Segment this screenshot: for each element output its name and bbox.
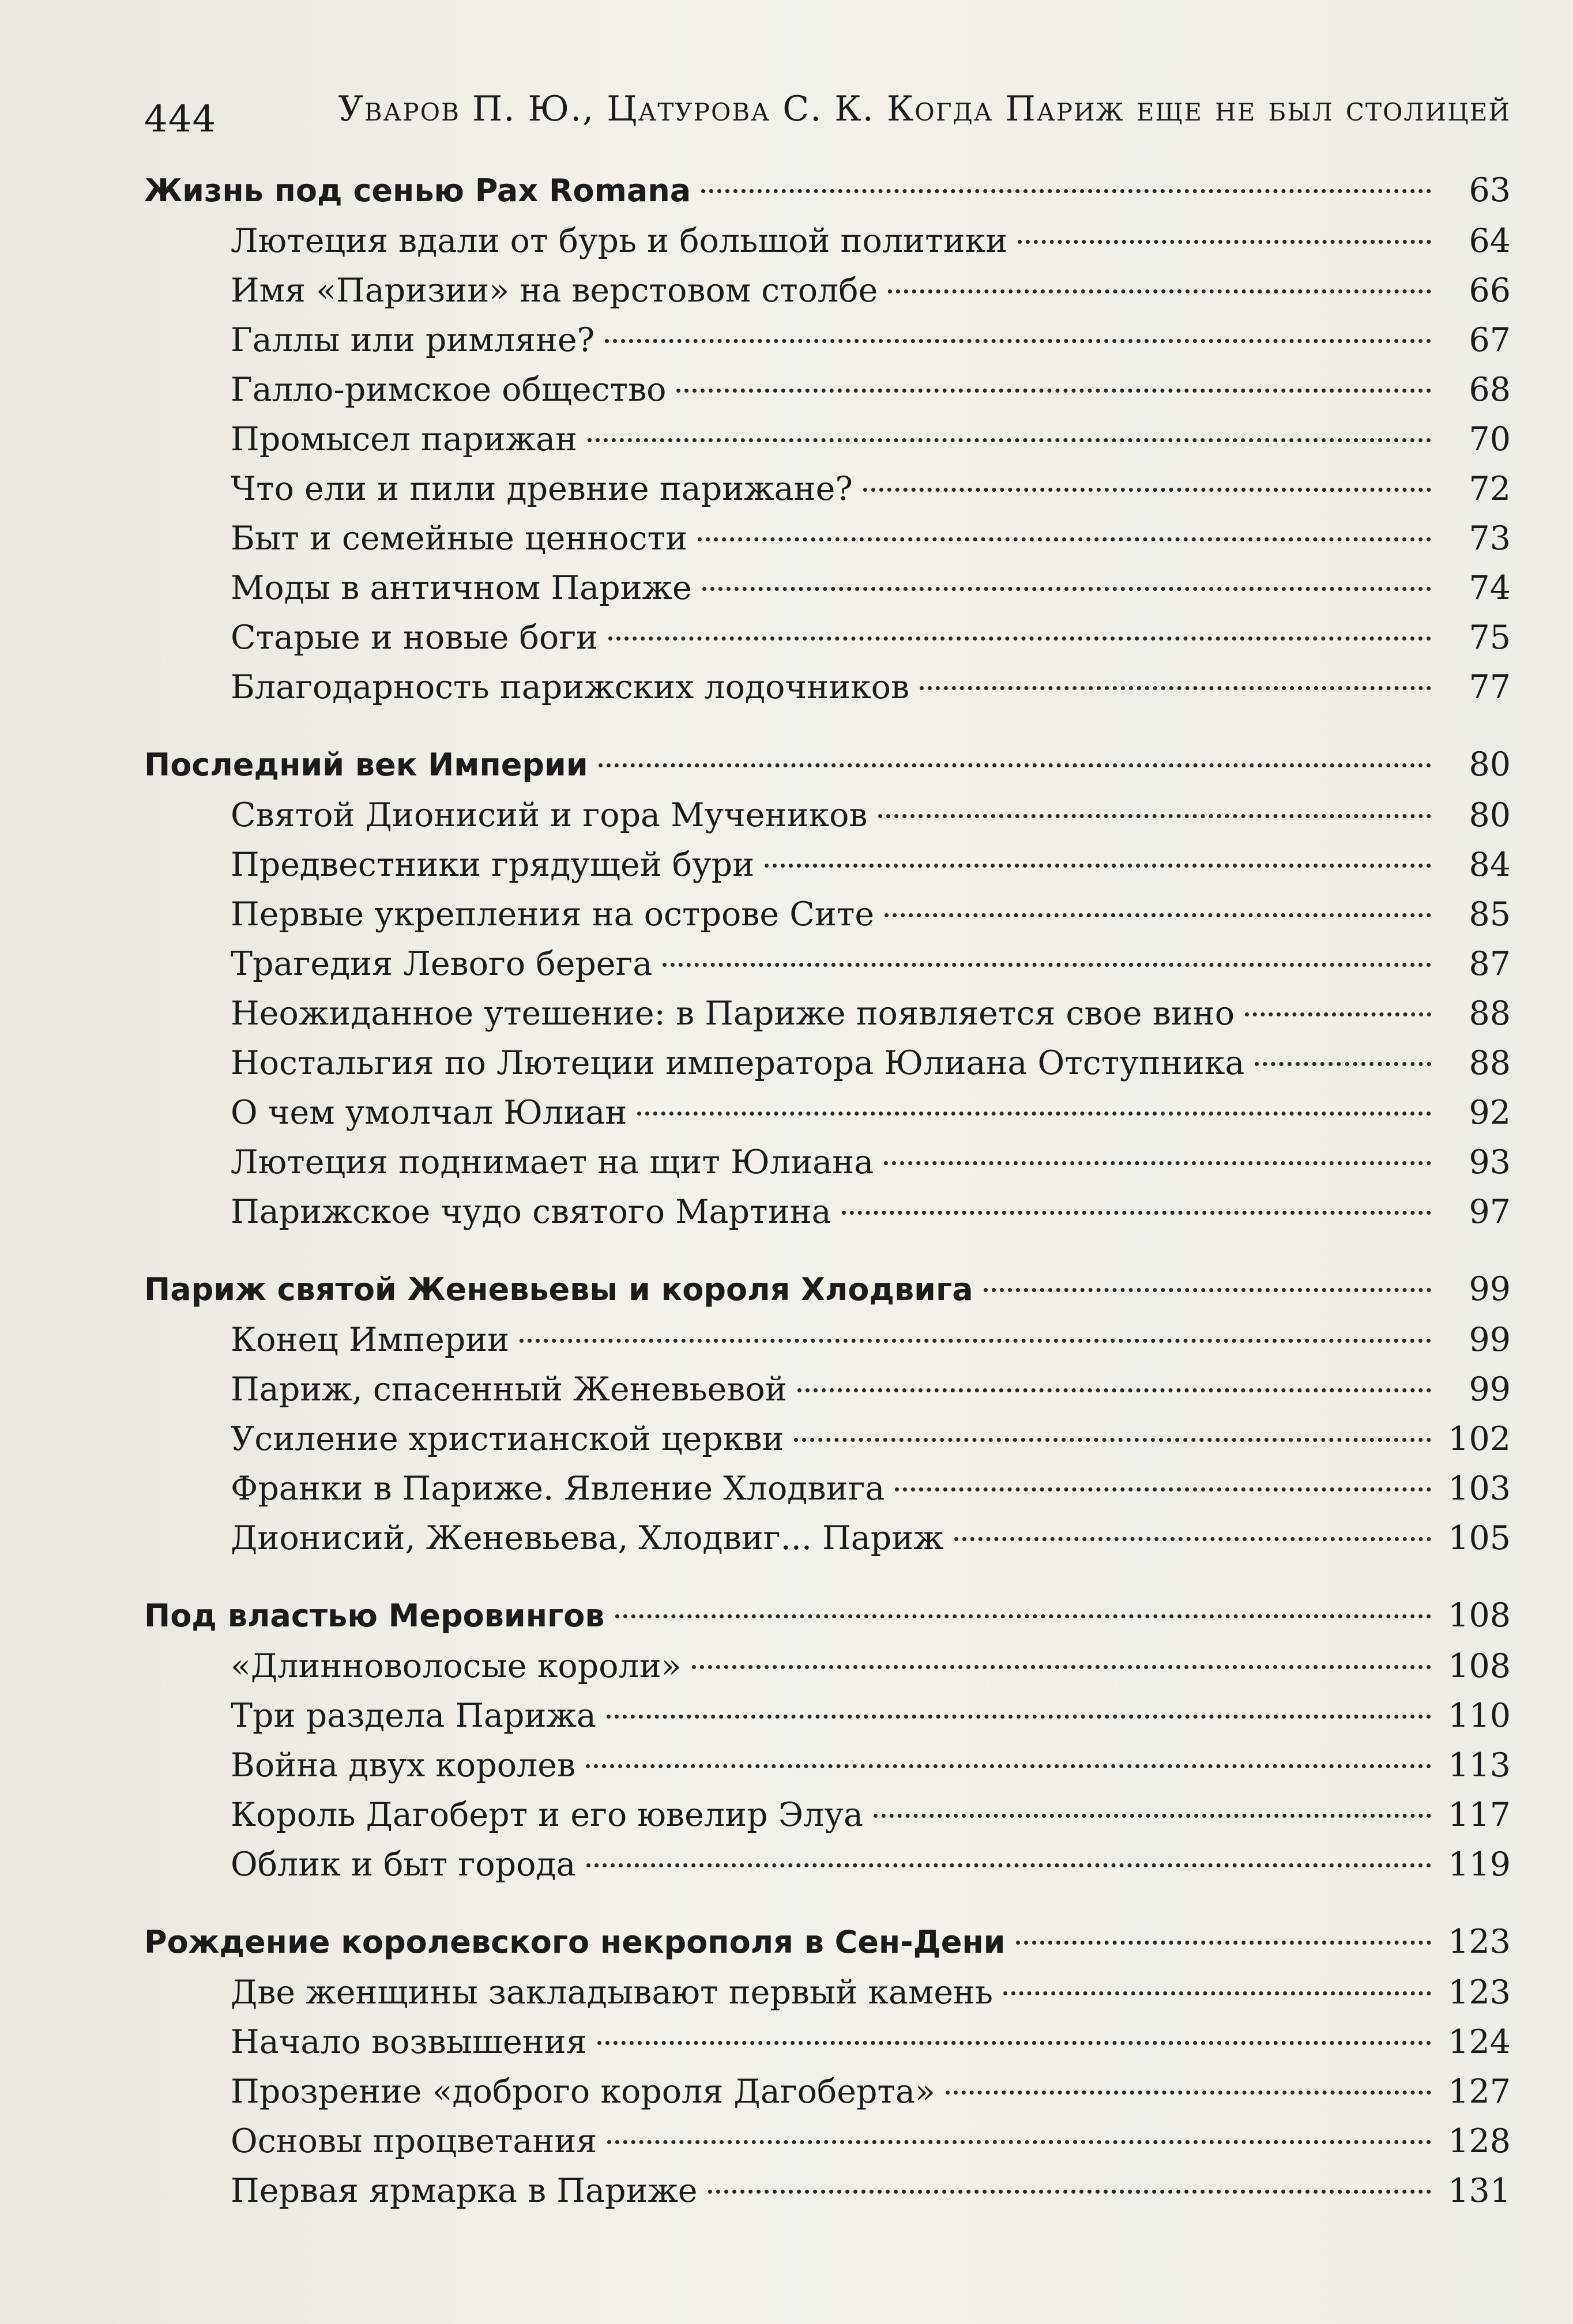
dot-leader (637, 1112, 1431, 1116)
toc-entry (144, 1641, 1511, 1691)
toc-entry (144, 939, 1511, 989)
toc-chapter (144, 1589, 1511, 1641)
dot-leader (586, 1764, 1431, 1768)
toc-entry (144, 2166, 1511, 2216)
toc-entry (144, 840, 1511, 890)
toc-entry-title: Усиление христианской церкви (231, 1420, 784, 1458)
dot-leader (765, 864, 1431, 868)
toc-entry-title: Галлы или римляне? (231, 321, 595, 359)
toc-entry-title: Парижское чудо святого Мартина (231, 1193, 831, 1231)
toc-entry-page-number: 73 (1469, 519, 1511, 558)
dot-leader (1245, 1012, 1431, 1016)
toc-entry-title: Война двух королев (231, 1746, 576, 1784)
dot-leader (597, 2041, 1431, 2045)
toc-entry (144, 1464, 1511, 1513)
toc-entry (144, 662, 1511, 712)
toc-entry-page-number: 84 (1469, 846, 1511, 884)
toc-entry (144, 415, 1511, 464)
toc-chapter-title: Под властью Меровингов (144, 1598, 605, 1634)
toc-entry (144, 1741, 1511, 1790)
toc-entry (144, 1790, 1511, 1840)
toc-entry-page-number: 124 (1448, 2023, 1511, 2061)
toc-entry (144, 1968, 1511, 2017)
dot-leader (888, 289, 1431, 293)
toc-entry (144, 2017, 1511, 2067)
toc-chapter (144, 164, 1511, 216)
dot-leader (692, 1665, 1431, 1669)
toc-chapter-page-number: 108 (1448, 1596, 1511, 1634)
dot-leader (878, 814, 1432, 818)
toc-chapter-page-number: 63 (1469, 171, 1511, 209)
toc-chapter (144, 739, 1511, 790)
toc-entry-title: Моды в античном Париже (231, 569, 692, 607)
toc-entry-page-number: 64 (1469, 222, 1511, 260)
toc-entry-title: Первая ярмарка в Париже (231, 2172, 698, 2210)
toc-entry (144, 1691, 1511, 1741)
toc-entry-title: Облик и быт города (231, 1845, 576, 1884)
dot-leader (701, 189, 1431, 193)
toc-entry (144, 1187, 1511, 1237)
toc-chapter-title: Жизнь под сенью Pax Romana (144, 172, 691, 209)
dot-leader (708, 2190, 1431, 2194)
toc-entry-title: Начало возвышения (231, 2023, 587, 2061)
dot-leader (607, 2140, 1431, 2144)
toc-entry-page-number: 67 (1469, 321, 1511, 359)
toc-entry-title: Имя «Паризии» на верстовом столбе (231, 272, 878, 310)
toc-entry-page-number: 70 (1469, 420, 1511, 458)
toc-entry (144, 1414, 1511, 1464)
toc-entry-page-number: 66 (1469, 272, 1511, 310)
toc-entry-title: Основы процветания (231, 2122, 597, 2160)
dot-leader (797, 1388, 1431, 1392)
dot-leader (605, 339, 1431, 343)
toc-entry-page-number: 105 (1448, 1519, 1511, 1557)
toc-entry-page-number: 92 (1469, 1094, 1511, 1132)
toc-entry (144, 1088, 1511, 1137)
toc-entry-page-number: 75 (1469, 619, 1511, 657)
toc-section (144, 739, 1511, 1237)
toc-entry-title: Ностальгия по Лютеции императора Юлиана Отступника (231, 1044, 1245, 1082)
toc-entry-title: Трагедия Левого берега (231, 945, 653, 983)
dot-leader (884, 1161, 1431, 1165)
toc-section (144, 1263, 1511, 1563)
toc-entry-title: Франки в Париже. Явление Хлодвига (231, 1470, 885, 1508)
toc-entry-title: Париж, спасенный Женевьевой (231, 1370, 787, 1408)
toc-section (144, 1589, 1511, 1889)
toc-entry (144, 1513, 1511, 1563)
toc-entry (144, 790, 1511, 840)
toc-entry (144, 613, 1511, 662)
toc-entry (144, 315, 1511, 365)
toc-entry-page-number: 97 (1469, 1193, 1511, 1231)
running-title: Уваров П. Ю., Цатурова С. К. Когда Париж еще не был столицей (338, 89, 1511, 129)
dot-leader (984, 1288, 1431, 1292)
toc-entry-page-number: 128 (1448, 2122, 1511, 2160)
toc-entry (144, 464, 1511, 514)
toc-chapter-page-number: 99 (1469, 1270, 1511, 1308)
dot-leader (599, 763, 1431, 767)
toc-entry (144, 1038, 1511, 1088)
toc-entry (144, 216, 1511, 266)
dot-leader (954, 1537, 1431, 1541)
toc-entry-page-number: 113 (1448, 1746, 1511, 1784)
toc-entry (144, 2067, 1511, 2116)
toc-entry (144, 989, 1511, 1038)
toc-entry-title: Промысел парижан (231, 420, 578, 458)
toc-entry-page-number: 99 (1469, 1321, 1511, 1359)
table-of-contents (144, 164, 1511, 2242)
toc-chapter-page-number: 123 (1448, 1923, 1511, 1961)
toc-entry (144, 2116, 1511, 2166)
toc-entry (144, 514, 1511, 563)
toc-section (144, 164, 1511, 712)
toc-entry-page-number: 74 (1469, 569, 1511, 607)
toc-entry (144, 266, 1511, 315)
dot-leader (895, 1487, 1431, 1491)
toc-entry (144, 1315, 1511, 1365)
toc-entry-title: Старые и новые боги (231, 619, 599, 657)
toc-entry-title: Благодарность парижских лодочников (231, 668, 910, 706)
dot-leader (1018, 240, 1431, 244)
toc-entry-title: Что ели и пили древние парижане? (231, 470, 853, 508)
dot-leader (608, 636, 1431, 641)
toc-entry-title: Прозрение «доброго короля Дагоберта» (231, 2073, 935, 2111)
toc-chapter (144, 1263, 1511, 1315)
toc-entry-title: Галло-римское общество (231, 371, 667, 409)
toc-entry-page-number: 68 (1469, 371, 1511, 409)
toc-entry-page-number: 88 (1469, 995, 1511, 1033)
toc-entry-page-number: 99 (1469, 1370, 1511, 1408)
toc-entry-title: Три раздела Парижа (231, 1697, 596, 1735)
dot-leader (946, 2091, 1431, 2095)
toc-entry-title: «Длинноволосые короли» (231, 1647, 682, 1685)
toc-entry-title: Две женщины закладывают первый камень (231, 1973, 994, 2012)
toc-entry-title: Дионисий, Женевьева, Хлодвиг... Париж (231, 1519, 944, 1557)
toc-chapter-title: Последний век Империи (144, 747, 588, 783)
dot-leader (520, 1339, 1431, 1343)
toc-entry-title: Лютеция поднимает на щит Юлиана (231, 1143, 874, 1181)
toc-entry-page-number: 72 (1469, 470, 1511, 508)
toc-entry-title: О чем умолчал Юлиан (231, 1094, 627, 1132)
toc-entry-page-number: 88 (1469, 1044, 1511, 1082)
page-number: 444 (144, 98, 217, 141)
dot-leader (676, 389, 1431, 393)
dot-leader (702, 587, 1431, 591)
toc-entry-page-number: 103 (1448, 1470, 1511, 1508)
dot-leader (588, 438, 1431, 442)
toc-entry-page-number: 108 (1448, 1647, 1511, 1685)
dot-leader (698, 537, 1431, 541)
toc-entry-title: Лютеция вдали от бурь и большой политики (231, 222, 1008, 260)
toc-entry-title: Конец Империи (231, 1321, 510, 1359)
toc-chapter-title: Париж святой Женевьевы и короля Хлодвига (144, 1271, 973, 1308)
dot-leader (920, 686, 1431, 690)
toc-entry-page-number: 93 (1469, 1143, 1511, 1181)
page-header (144, 86, 1511, 150)
dot-leader (842, 1211, 1431, 1215)
toc-entry-title: Король Дагоберт и его ювелир Элуа (231, 1796, 864, 1834)
toc-chapter (144, 1916, 1511, 1968)
toc-entry (144, 1137, 1511, 1187)
dot-leader (794, 1438, 1431, 1442)
toc-entry-page-number: 127 (1448, 2073, 1511, 2111)
toc-entry-title: Быт и семейные ценности (231, 519, 688, 558)
toc-entry-page-number: 85 (1469, 895, 1511, 933)
toc-entry-page-number: 123 (1448, 1973, 1511, 2012)
toc-entry-title: Первые укрепления на острове Сите (231, 895, 875, 933)
toc-entry (144, 563, 1511, 613)
toc-entry-page-number: 110 (1448, 1697, 1511, 1735)
toc-entry-page-number: 131 (1448, 2172, 1511, 2210)
dot-leader (663, 963, 1431, 967)
toc-chapter-title: Рождение королевского некрополя в Сен-Дени (144, 1924, 1006, 1960)
dot-leader (1003, 1991, 1431, 1995)
toc-entry-title: Предвестники грядущей бури (231, 846, 755, 884)
dot-leader (1016, 1941, 1431, 1945)
toc-section (144, 1916, 1511, 2216)
toc-entry (144, 890, 1511, 939)
toc-entry-title: Неожиданное утешение: в Париже появляется свое вино (231, 995, 1235, 1033)
dot-leader (1255, 1062, 1431, 1066)
dot-leader (874, 1814, 1431, 1818)
toc-entry-page-number: 80 (1469, 796, 1511, 834)
toc-entry (144, 1840, 1511, 1889)
toc-entry (144, 365, 1511, 415)
toc-chapter-page-number: 80 (1469, 745, 1511, 784)
dot-leader (615, 1614, 1431, 1618)
dot-leader (586, 1863, 1432, 1867)
toc-entry-title: Святой Дионисий и гора Мучеников (231, 796, 868, 834)
toc-entry-page-number: 102 (1448, 1420, 1511, 1458)
toc-entry-page-number: 87 (1469, 945, 1511, 983)
toc-entry-page-number: 77 (1469, 668, 1511, 706)
toc-entry (144, 1365, 1511, 1414)
dot-leader (863, 488, 1431, 492)
dot-leader (607, 1715, 1431, 1719)
toc-entry-page-number: 117 (1448, 1796, 1511, 1834)
dot-leader (885, 913, 1431, 917)
toc-entry-page-number: 119 (1448, 1845, 1511, 1884)
